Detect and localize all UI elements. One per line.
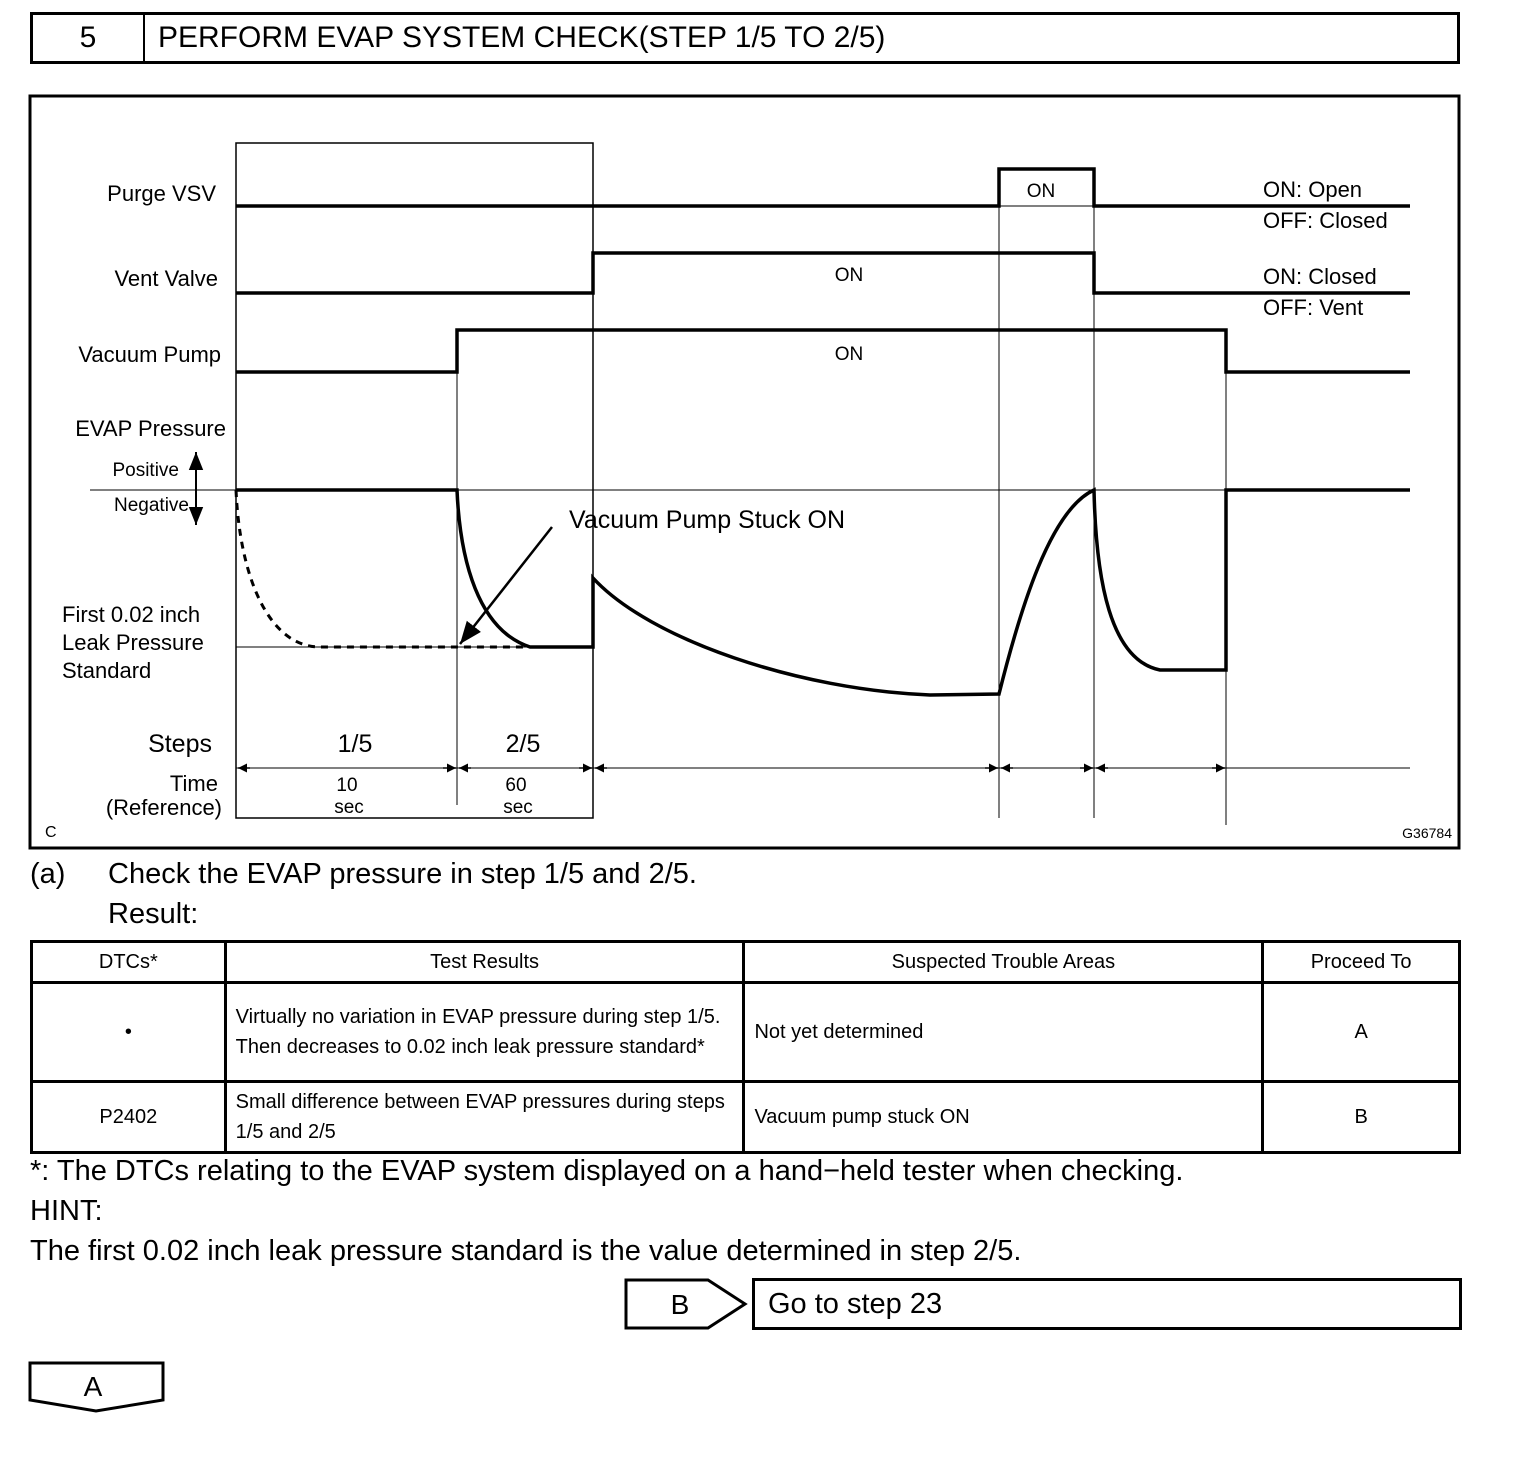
header-proceed-to: Proceed To — [1263, 942, 1460, 983]
vacuum-pump-signal — [236, 330, 1410, 372]
label-vent-valve: Vent Valve — [114, 266, 218, 291]
goto-step-box[interactable] — [752, 1278, 1462, 1330]
proceed-a-arrow[interactable] — [30, 1363, 163, 1411]
label-steps: Steps — [148, 730, 212, 758]
label-leak-standard-2: Leak Pressure — [62, 630, 204, 655]
item-text: Check the EVAP pressure in step 1/5 and 2/5. — [108, 858, 697, 890]
legend-vent-off: OFF: Vent — [1263, 295, 1364, 320]
cell-proceed: A — [1263, 983, 1460, 1082]
label-evap-pressure: EVAP Pressure — [75, 416, 226, 441]
cell-test-result: Virtually no variation in EVAP pressure during step 1/5. Then decreases to 0.02 inch leak pressure standard* — [225, 983, 744, 1082]
table-row — [32, 1082, 1460, 1153]
item-label: (a) — [30, 858, 66, 890]
footnote: *: The DTCs relating to the EVAP system displayed on a hand−held tester when checking. — [30, 1155, 1184, 1187]
label-leak-standard-1: First 0.02 inch — [62, 602, 201, 627]
cell-suspected: Vacuum pump stuck ON — [744, 1082, 1263, 1153]
purge-on-label: ON — [1026, 181, 1056, 202]
proceed-b-arrow[interactable] — [626, 1280, 745, 1328]
cell-test-result: Small difference between EVAP pressures during steps 1/5 and 2/5 — [225, 1082, 744, 1153]
figure-code-left: C — [45, 824, 57, 841]
header-dtcs: DTCs* — [32, 942, 226, 983]
pump-on-label: ON — [834, 344, 864, 365]
pump-stuck-curve — [236, 490, 530, 647]
cell-dtc: • — [32, 983, 226, 1082]
time-60: 60 — [505, 775, 527, 796]
cell-suspected: Not yet determined — [744, 983, 1263, 1082]
time-10-unit: sec — [334, 797, 364, 818]
diagram-frame — [30, 96, 1459, 848]
label-purge-vsv: Purge VSV — [107, 181, 216, 206]
header-suspected-areas: Suspected Trouble Areas — [744, 942, 1263, 983]
label-negative: Negative — [114, 495, 189, 516]
proceed-a-label: A — [83, 1371, 103, 1402]
cell-proceed: B — [1263, 1082, 1460, 1153]
purge-vsv-signal — [236, 169, 1410, 206]
header-test-results: Test Results — [225, 942, 744, 983]
table-row — [32, 983, 1460, 1082]
step-2-5: 2/5 — [505, 730, 541, 758]
legend-purge-on: ON: Open — [1263, 177, 1363, 202]
hint-text: The first 0.02 inch leak pressure standard is the value determined in step 2/5. — [30, 1235, 1022, 1267]
legend-purge-off: OFF: Closed — [1263, 208, 1388, 233]
step-number: 5 — [33, 15, 145, 61]
time-60-unit: sec — [503, 797, 533, 818]
annotation-pump-stuck: Vacuum Pump Stuck ON — [569, 506, 846, 534]
steps-region-box — [236, 143, 593, 818]
vent-on-label: ON — [834, 265, 864, 286]
cell-dtc: P2402 — [32, 1082, 226, 1153]
label-leak-standard-3: Standard — [62, 658, 152, 683]
label-time-reference: (Reference) — [105, 795, 222, 820]
result-table — [30, 940, 1461, 1154]
goto-step-text: Go to step 23 — [768, 1287, 943, 1320]
hint-label: HINT: — [30, 1195, 103, 1227]
step-1-5: 1/5 — [337, 730, 373, 758]
label-positive: Positive — [112, 460, 179, 481]
step-title: PERFORM EVAP SYSTEM CHECK(STEP 1/5 TO 2/5) — [158, 21, 886, 54]
time-10: 10 — [336, 775, 358, 796]
legend-vent-on: ON: Closed — [1263, 264, 1377, 289]
result-label: Result: — [108, 898, 199, 930]
label-vacuum-pump: Vacuum Pump — [78, 342, 221, 367]
vent-valve-signal — [236, 253, 1410, 293]
figure-code-right: G36784 — [1402, 825, 1452, 841]
proceed-b-label: B — [670, 1289, 690, 1320]
table-header-row — [32, 942, 1460, 983]
label-time: Time — [169, 771, 218, 796]
